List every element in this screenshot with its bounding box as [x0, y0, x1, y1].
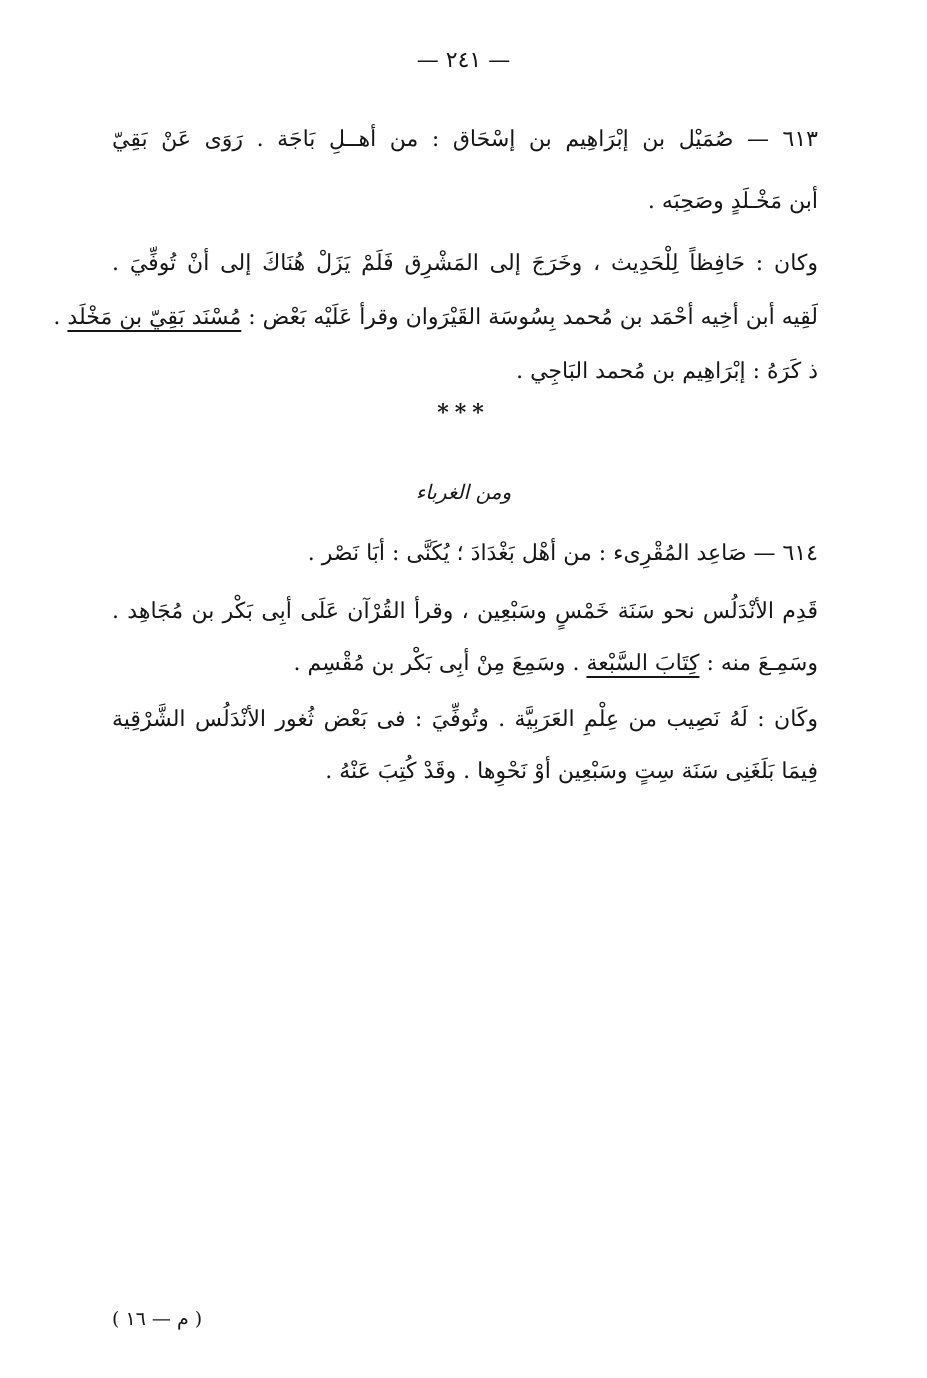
entry-614-line-3-end: . وسَمِعَ مِنْ أبِى بَكْر بن مُقْسِم .	[293, 651, 587, 676]
entry-614-line-4: وكَان : لَهُ نَصِيب من عِلْمِ العَرَبِيَّة . وتُوفِّيَ : فى بَعْض ثُغور الأنْدَلُس الشَّرْقِية	[112, 707, 818, 732]
entry-614-line-1: ٦١٤ — صَاعِد المُقْرِىء : من أهْل بَغْدَادَ ؛ يُكَنَّى : أبَا نَصْر .	[307, 541, 818, 566]
entry-614-line-5: فِيمَا بَلَغَنِى سَنَة سِتٍ وسَبْعِين أوْ نَحْوِها . وقَدْ كُتِبَ عَنْهُ .	[325, 759, 818, 784]
section-separator: ***	[437, 400, 490, 426]
entry-613-line-4-text: لَقِيه أبن أخِيه أحْمَد بن مُحمد بِسُوسَة القَيْرَوان وقرأ عَلَيْه بَعْض :	[241, 305, 818, 330]
entry-613-underlined-title: مُسْنَد بَقِيّ بن مَخْلَد	[67, 305, 242, 330]
entry-614-line-3	[112, 650, 818, 678]
section-heading: ومن الغرباء	[415, 480, 512, 504]
entry-614-underlined-title: كِتَابَ السَّبْعة	[586, 651, 700, 676]
entry-613-line-4	[53, 304, 818, 332]
entry-613-line-1: ٦١٣ — صُمَيْل بن إبْرَاهِيم بن إسْحَاق : من أهــلِ بَاجَة . رَوَى عَنْ بَقِيّ	[112, 127, 818, 152]
entry-614-line-3-text: وسَمِـعَ منه :	[699, 651, 818, 676]
entry-613-line-4-end: .	[53, 305, 68, 330]
entry-613-line-5: ذ كَرَهُ : إبْرَاهِيم بن مُحمد البَاجِي .	[516, 359, 818, 384]
entry-614-line-2: قَدِم الأنْدَلُس نحو سَنَة خَمْسٍ وسَبْعِين ، وقرأ القُرْآن عَلَى أبِى بَكْر بن مُجَاهِد .	[112, 599, 818, 624]
page-number: — ٢٤١ —	[416, 48, 511, 73]
entry-613	[53, 126, 818, 386]
entry-613-line-2: أبن مَخْـلَدٍ وصَحِبَه .	[647, 189, 818, 214]
signature-mark: ( م — ١٦ )	[112, 1308, 203, 1330]
entry-613-line-3: وكان : حَافِظاً لِلْحَدِيث ، وخَرَجَ إلى المَشْرِق فَلَمْ يَزَلْ هُنَاكَ إلى أنْ تُوفِّيَ .	[112, 251, 818, 276]
entry-614	[112, 540, 818, 786]
